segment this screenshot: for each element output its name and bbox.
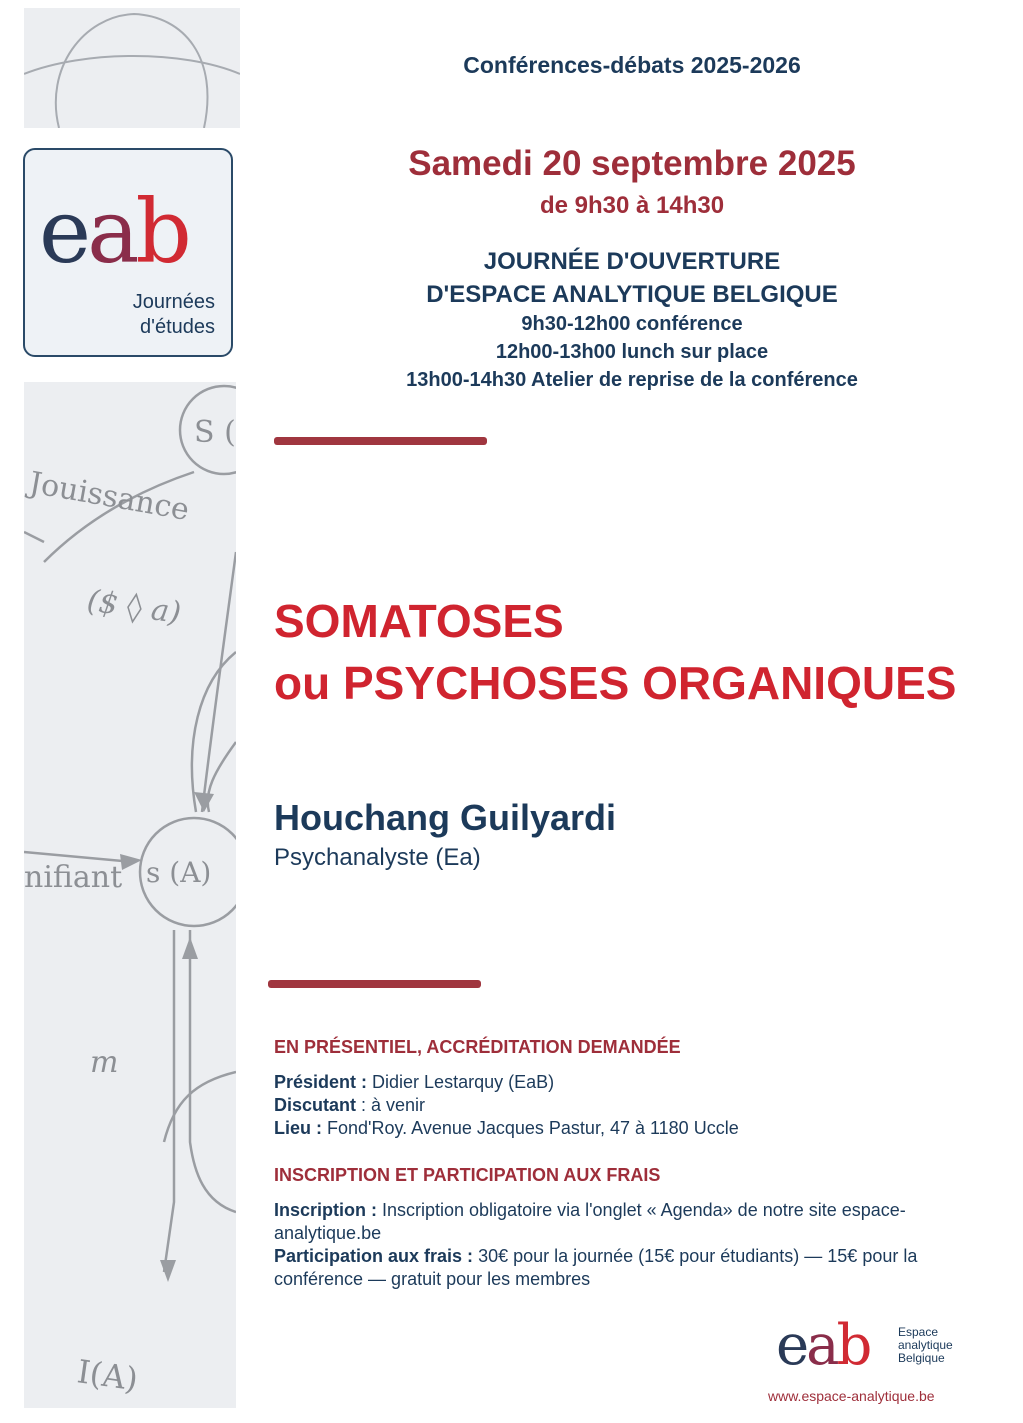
eab-footer-logo [768, 1313, 976, 1408]
discutant-value: : à venir [356, 1095, 426, 1115]
series-title: Conférences-débats 2025-2026 [463, 52, 801, 78]
graph-label-signifiant: nifiant [24, 860, 123, 895]
schedule-item: 9h30-12h00 conférence [521, 313, 743, 335]
schedule-item: 13h00-14h30 Atelier de reprise de la conférence [406, 369, 858, 391]
event-name-line2: D'ESPACE ANALYTIQUE BELGIQUE [426, 281, 838, 308]
speaker-role: Psychanalyste (Ea) [274, 844, 481, 871]
event-hours: de 9h30 à 14h30 [539, 192, 725, 219]
graph-label-jouissance: Jouissance [26, 465, 192, 528]
lieu-line [274, 1117, 974, 1140]
section-heading-presentiel: EN PRÉSENTIEL, ACCRÉDITATION DEMANDÉE [274, 1037, 681, 1057]
footer-name-line1: Espace [898, 1325, 939, 1339]
website-url[interactable]: www.espace-analytique.be [768, 1388, 935, 1404]
lieu-label: Lieu : [274, 1118, 322, 1138]
schedule-item: 12h00-13h00 lunch sur place [495, 341, 769, 363]
graph-label-IA: I(A) [74, 1352, 141, 1399]
section-heading-inscription: INSCRIPTION ET PARTICIPATION AUX FRAIS [274, 1165, 661, 1185]
graph-of-desire-illustration [24, 382, 236, 1408]
president-value: Didier Lestarquy (EaB) [367, 1072, 555, 1092]
top-decorative-panel [24, 8, 240, 128]
footer-name-line3: Belgique [898, 1351, 945, 1365]
graph-label-s: S ( [194, 415, 236, 450]
graph-of-desire-panel [24, 382, 236, 1408]
divider-bar-top [274, 437, 487, 445]
graph-label-sA: s (A) [146, 856, 212, 889]
discutant-label: Discutant [274, 1095, 357, 1115]
graph-label-formula: ($ ◊ a) [84, 583, 184, 632]
footer-logo-mark: eab [776, 1313, 870, 1378]
inscription-label: Inscription : [274, 1200, 377, 1220]
inscription-value: Inscription obligatoire via l'onglet « Agenda» de notre site espace-analytique.be [274, 1200, 906, 1243]
logo-sub-line2: d'études [140, 316, 215, 338]
frais-line [274, 1245, 974, 1291]
logo-subtitle [133, 290, 215, 340]
discutant-line [274, 1094, 974, 1117]
footer-name-line2: analytique [898, 1338, 953, 1352]
inscription-line [274, 1199, 974, 1245]
president-line [274, 1071, 974, 1094]
president-label: Président : [274, 1072, 368, 1092]
logo-sub-line1: Journées [132, 291, 215, 313]
talk-title-line1: SOMATOSES [274, 595, 564, 647]
event-name-line1: JOURNÉE D'OUVERTURE [483, 248, 781, 275]
talk-title-line2: ou PSYCHOSES ORGANIQUES [274, 657, 957, 709]
footer-org-name [898, 1326, 953, 1365]
event-date: Samedi 20 septembre 2025 [408, 144, 856, 183]
frais-value: 30€ pour la journée (15€ pour étudiants) — 15€ pour la conférence — gratuit pour les membres [274, 1246, 918, 1289]
speaker-name: Houchang Guilyardi [274, 797, 617, 838]
frais-label: Participation aux frais : [274, 1246, 474, 1266]
eab-logo-mark: eab [39, 180, 188, 283]
arc-decoration [24, 8, 240, 128]
divider-bar-bottom [268, 980, 481, 988]
eab-journees-logo [23, 148, 233, 357]
lieu-value: Fond'Roy. Avenue Jacques Pastur, 47 à 1180 Uccle [322, 1118, 739, 1138]
graph-label-m: m [90, 1045, 119, 1080]
